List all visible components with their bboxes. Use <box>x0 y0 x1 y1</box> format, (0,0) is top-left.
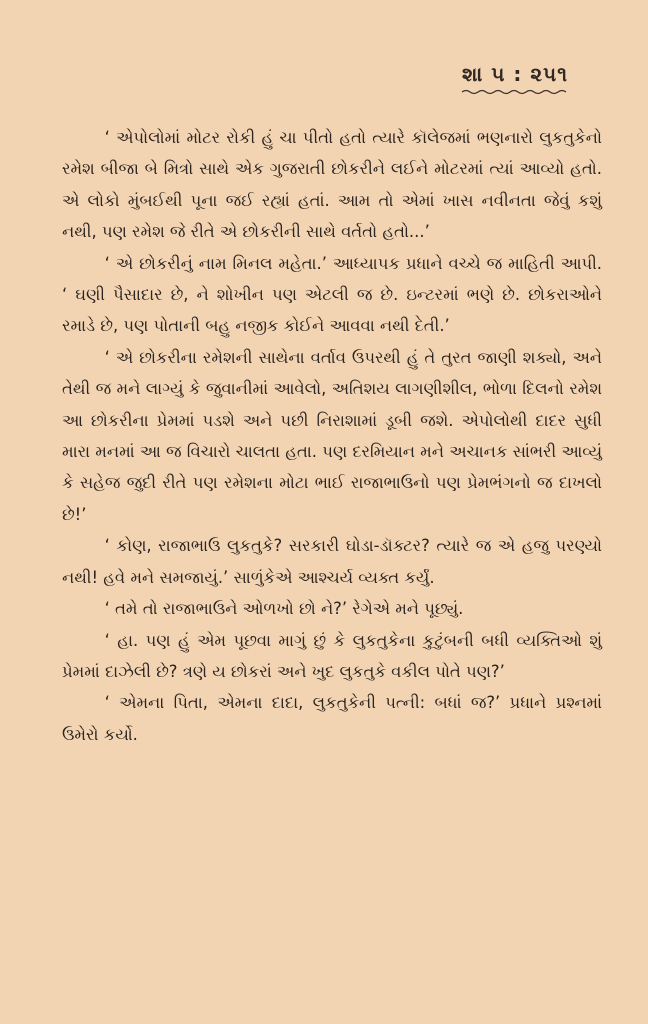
paragraph: ‘ એ છોકરીનું નામ મિનલ મહેતા.’ આધ્યાપક પ્રધાને વચ્ચે જ માહિતી આપી. ‘ ઘણી પૈસાદાર છે, ને શોખીન પણ એટલી જ છે. ઇન્ટરમાં ભણે છે. છોકરાઓને રમાડે છે, પણ પોતાની બહુ નજીક કોઈને આવવા નથી દેતી.’ <box>62 253 602 336</box>
body-text <box>62 122 602 750</box>
paragraph: ‘ તમે તો રાજાભાઉને ઓળખો છો ને?’ રેગેએ મને પૂછ્યું. <box>104 599 464 619</box>
header-flourish-rule <box>460 88 568 96</box>
paragraph: ‘ હા. પણ હું એમ પૂછવા માગું છું કે લુકતુકેના કુટુંબની બધી વ્યક્તિઓ શું પ્રેમમાં દાઝેલી છે? ત્રણે ય છોકરાં અને ખુદ લુકતુકે વકીલ પોતે પણ?’ <box>62 630 602 681</box>
paragraph: ‘ એમના પિતા, એમના દાદા, લુકતુકેની પત્ની: બધાં જ?’ પ્રધાને પ્રશ્નમાં ઉમેરો કર્યો. <box>62 693 602 744</box>
page-header <box>460 62 568 96</box>
paragraph: ‘ એપોલોમાં મોટર રોકી હું ચા પીતો હતો ત્યારે કૉલેજમાં ભણનારો લુકતુકેનો રમેશ બીજા બે મિત્રો સાથે એક ગુજરાતી છોકરીને લઈને મોટરમાં ત્યાં આવ્યો હતો. એ લોકો મુંબઈથી પૂના જઈ રહ્યાં હતાં. આમ તો એમાં ખાસ નવીનતા જેવું કશું નથી, પણ રમેશ જે રીતે એ છોકરીની સાથે વર્તતો હતો...’ <box>62 128 602 242</box>
paragraph: ‘ એ છોકરીના રમેશની સાથેના વર્તાવ ઉપરથી હું તે તુરત જાણી શક્યો, અને તેથી જ મને લાગ્યું કે જુવાનીમાં આવેલો, અતિશય લાગણીશીલ, ભોળા દિલનો રમેશ આ છોકરીના પ્રેમમાં પડશે અને પછી નિરાશામાં ડૂબી જશે. એપોલોથી દાદર સુધી મારા મનમાં આ જ વિચારો ચાલતા હતા. પણ દરમિયાન મને અચાનક સાંભરી આવ્યું કે સહેજ જુદી રીતે પણ રમેશના મોટા ભાઈ રાજાભાઉનો પણ પ્રેમભંગનો જ દાખલો છે!’ <box>62 347 602 524</box>
paragraph: ‘ કોણ, રાજાભાઉ લુકતુકે? સરકારી ઘોડા-ડૉક્ટર? ત્યારે જ એ હજુ પરણ્યો નથી! હવે મને સમજાયું.’ સાળુંકેએ આશ્ચર્ય વ્યક્ત કર્યું. <box>62 536 602 587</box>
running-header: શા ૫ : ૨૫૧ <box>461 62 568 86</box>
